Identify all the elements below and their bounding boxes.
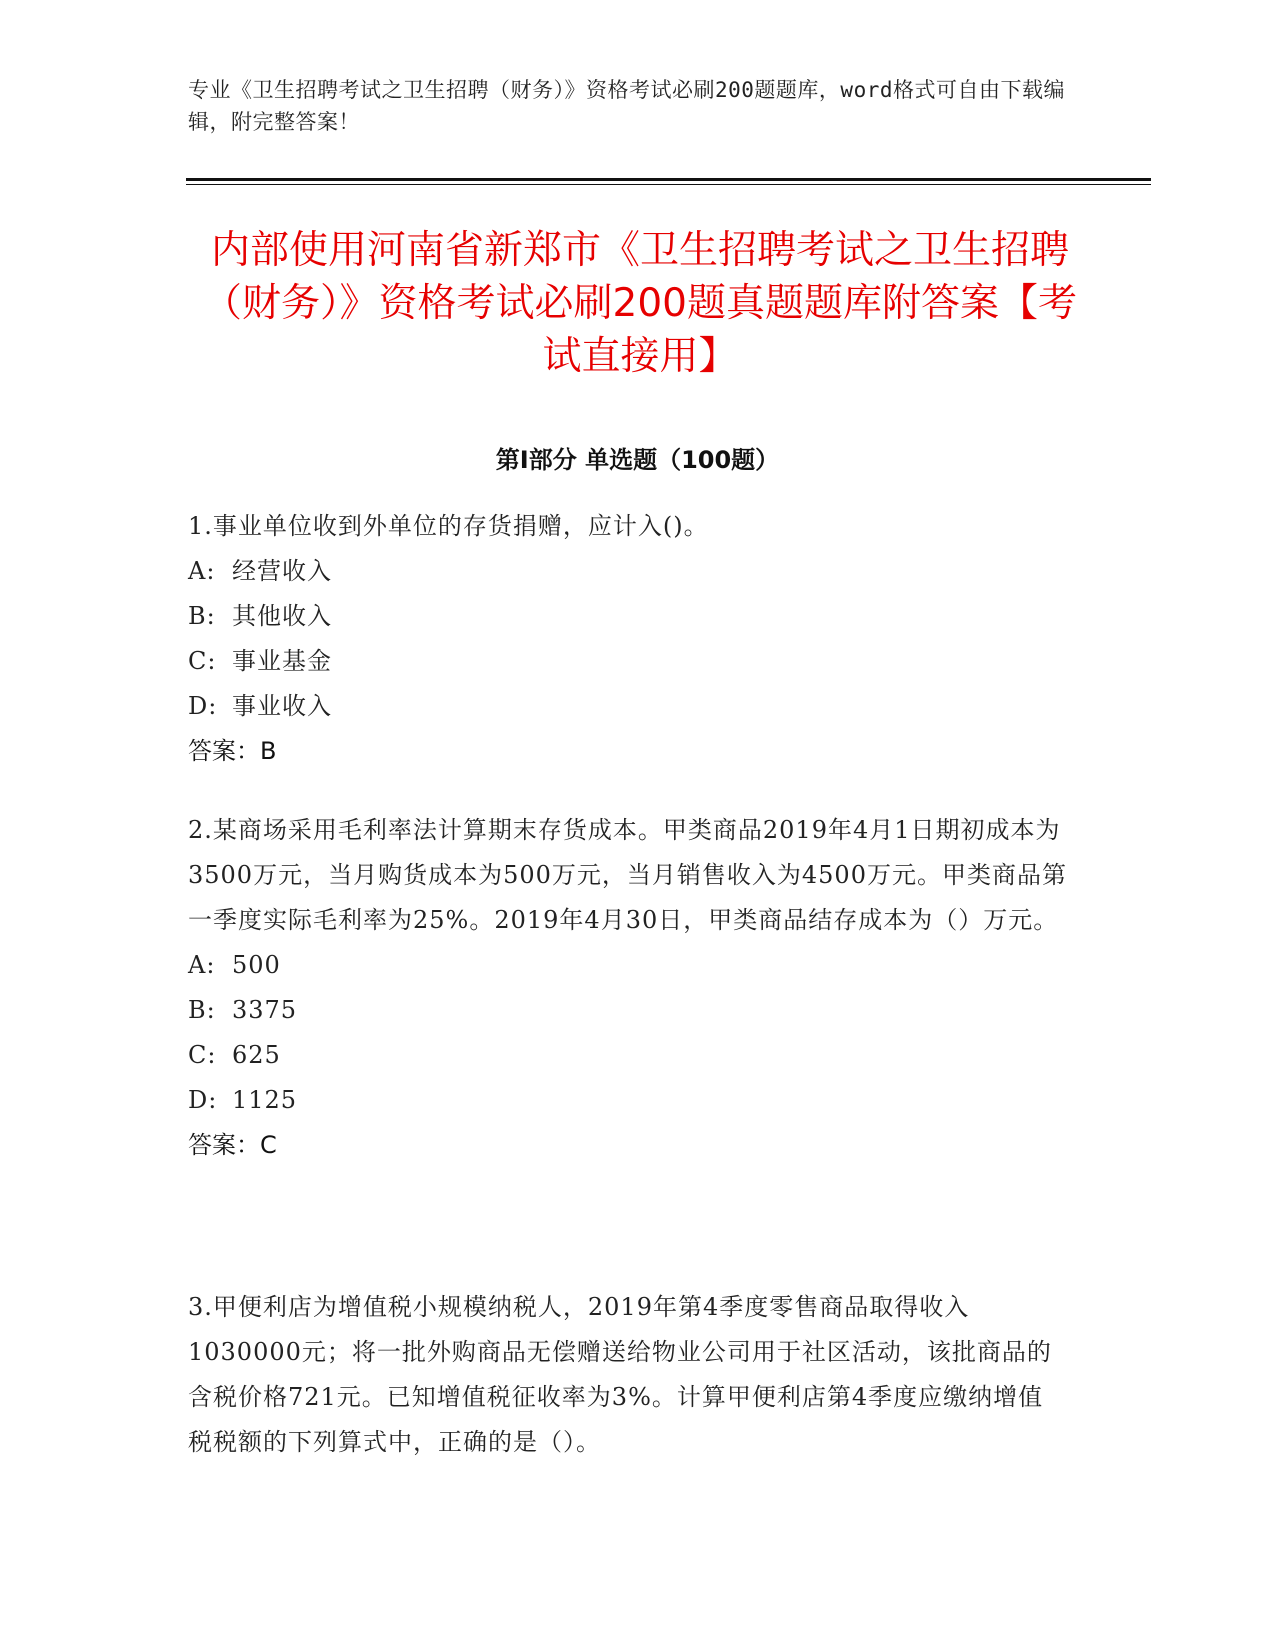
option-b xyxy=(188,594,1068,639)
question-text: 2.某商场采用毛利率法计算期末存货成本。甲类商品2019年4月1日期初成本为3500万元，当月购货成本为500万元，当月销售收入为4500万元。甲类商品第一季度实际毛利率为25%。2019年4月30日，甲类商品结存成本为（）万元。 xyxy=(188,816,1067,934)
option-list xyxy=(188,549,1068,729)
option-text: 625 xyxy=(232,1041,281,1069)
question-1 xyxy=(188,504,1068,774)
option-text: 500 xyxy=(232,951,281,979)
document-title: 内部使用河南省新郑市《卫生招聘考试之卫生招聘（财务）》资格考试必刷200题真题题库附答案【考试直接用】 xyxy=(203,228,1077,379)
question-3 xyxy=(188,1285,1068,1465)
answer-line: 答案：C xyxy=(188,1131,277,1159)
option-key: B: xyxy=(188,996,216,1024)
section-title: 第Ⅰ部分 单选题（100题） xyxy=(495,446,780,474)
option-a xyxy=(188,549,1068,594)
question-2 xyxy=(188,808,1068,1168)
option-key: B: xyxy=(188,602,216,630)
option-d xyxy=(188,1078,1068,1123)
question-text: 1.事业单位收到外单位的存货捐赠，应计入()。 xyxy=(188,512,709,540)
option-key: A: xyxy=(188,951,216,979)
option-c xyxy=(188,1033,1068,1078)
option-key: D: xyxy=(188,1086,218,1114)
answer-line: 答案：B xyxy=(188,737,277,765)
option-list xyxy=(188,943,1068,1123)
header-note: 专业《卫生招聘考试之卫生招聘（财务）》资格考试必刷200题题库，word格式可自由下载编辑，附完整答案！ xyxy=(188,78,1065,134)
option-b xyxy=(188,988,1068,1033)
option-text: 事业收入 xyxy=(232,692,332,720)
option-key: C: xyxy=(188,1041,217,1069)
header-divider-thin xyxy=(186,184,1151,185)
question-text: 3.甲便利店为增值税小规模纳税人，2019年第4季度零售商品取得收入1030000元；将一批外购商品无偿赠送给物业公司用于社区活动，该批商品的含税价格721元。已知增值税征收率为3%。计算甲便利店第4季度应缴纳增值税税额的下列算式中，正确的是（）。 xyxy=(188,1293,1052,1456)
option-text: 经营收入 xyxy=(232,557,332,585)
option-text: 事业基金 xyxy=(232,647,332,675)
option-text: 1125 xyxy=(232,1086,298,1114)
option-d xyxy=(188,684,1068,729)
option-text: 其他收入 xyxy=(232,602,332,630)
option-text: 3375 xyxy=(232,996,298,1024)
option-key: C: xyxy=(188,647,217,675)
option-key: D: xyxy=(188,692,218,720)
option-c xyxy=(188,639,1068,684)
option-a xyxy=(188,943,1068,988)
header-divider-thick xyxy=(186,178,1151,181)
option-key: A: xyxy=(188,557,216,585)
